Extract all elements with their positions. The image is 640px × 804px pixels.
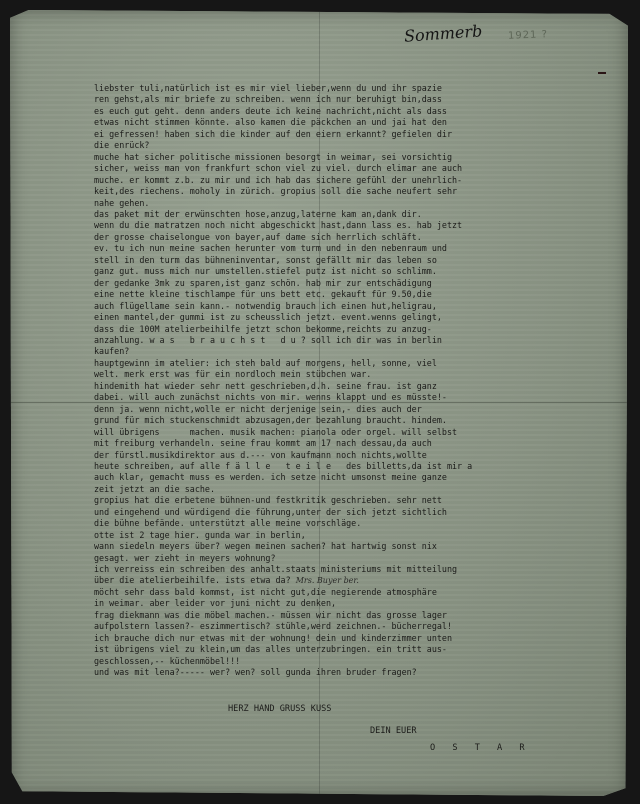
text-line: keit,des riechens. moholy in zürich. gropius soll die sache neufert sehr xyxy=(94,186,458,197)
text-line: nahe gehen. xyxy=(94,197,150,208)
closing-greeting: HERZ HAND GRUSS KUSS xyxy=(228,704,332,714)
text-line: ich brauche dich nur etwas mit der wohnung! dein und kinderzimmer unten xyxy=(94,632,452,643)
text-line: ist übrigens viel zu klein,um das alles unterzubringen. ein tritt aus- xyxy=(94,644,447,655)
text-line: muche. er kommt z.b. zu mir und ich hab das sichere gefühl der unehrlich- xyxy=(94,174,463,185)
text-line: sicher, weiss man von frankfurt schon viel zu viel. durch elimar ane auch xyxy=(94,163,463,174)
text-line: liebster tuli,natürlich ist es mir viel lieber,wenn du und ihr spazie xyxy=(94,83,442,93)
text-line: gesagt. wer zieht in meyers wohnung? xyxy=(94,552,276,563)
text-line: geschlossen,-- küchenmöbel!!! xyxy=(94,655,241,666)
closing-salutation: DEIN EUER xyxy=(370,726,417,736)
text-line: die enrück? xyxy=(94,140,150,151)
text-line: die bühne befände. unterstützt alle meine vorschläge. xyxy=(94,518,362,529)
text-line: dabei. will auch zunächst nichts von mir. wenns klappt und es müsste!- xyxy=(94,392,447,403)
text-line: grund für mich stuckenschmidt abzusagen,der bezahlung braucht. hindem. xyxy=(94,415,447,426)
handwritten-signature: Sommerb xyxy=(403,21,483,46)
letter-body xyxy=(94,83,584,679)
text-line: kaufen? xyxy=(94,346,130,357)
text-line: auch klar, gemacht muss es werden. ich setze nicht umsonst meine ganze xyxy=(94,472,447,483)
text-line: ich verreiss ein schreiben des anhalt.staats ministeriums mit mitteilung xyxy=(94,564,458,575)
text-line: heute schreiben, auf alle f ä l l e t e i l e des billetts,da ist mir a xyxy=(94,460,473,471)
text-line: frag diekmann was die möbel machen.- müssen wir nicht das grosse lager xyxy=(94,609,447,620)
text-line: mit freiburg verhandeln. seine frau kommt am 17 nach dessau,da auch xyxy=(94,438,432,449)
text-line: wann siedeln meyers über? wegen meinen sachen? hat hartwig sonst nix xyxy=(94,541,437,552)
text-line: dass die 100M atelierbeihilfe jetzt schon bekomme,reichts zu anzug- xyxy=(94,323,432,334)
text-line: gropius hat die erbetene bühnen-und festkritik geschrieben. sehr nett xyxy=(94,495,442,506)
text-line: ev. tu ich nun meine sachen herunter vom turm und in den nebenraum und xyxy=(94,243,447,254)
text-line: muche hat sicher politische missionen besorgt in weimar, sei vorsichtig xyxy=(94,151,452,162)
text-line: welt. merk erst was für ein nordloch mein stübchen war. xyxy=(94,369,372,380)
text-line: will übrigens machen. musik machen: pianola oder orgel. will selbst xyxy=(94,426,458,437)
text-line: hauptgewinn im atelier: ich steh bald auf morgens, hell, sonne, viel xyxy=(94,357,437,368)
text-line: anzahlung. w a s b r a u c h s t d u ? soll ich dir was in berlin xyxy=(94,334,442,345)
red-mark xyxy=(598,72,606,74)
text-line: ei gefressen! haben sich die kinder auf den eiern erkannt? gefielen dir xyxy=(94,128,452,139)
text-line: der fürstl.musikdirektor aus d.--- von kaufmann noch nichts,wollte xyxy=(94,449,427,460)
pencil-annotation: 1921 ? xyxy=(507,29,549,42)
text-line: ganz gut. muss mich nur umstellen.stiefel putz ist nicht so schlimm. xyxy=(94,266,437,277)
text-line: otte ist 2 tage hier. gunda war in berlin, xyxy=(94,529,306,540)
text-line: es euch gut geht. denn anders deute ich keine nachricht,nicht als dass xyxy=(94,105,447,116)
text-line: auch flügellame sein kann.- notwendig brauch ich einen hut,heligrau, xyxy=(94,300,437,311)
handwritten-insert: Mrs. Buyer ber. xyxy=(295,576,359,586)
text-line: einen mantel,der gummi ist zu scheusslich jetzt. event.wenns gelingt, xyxy=(94,312,442,323)
text-line: und was mit lena?----- wer? wen? soll gunda ihren bruder fragen? xyxy=(94,667,417,678)
text-line: ren gehst,als mir briefe zu schreiben. wenn ich nur beruhigt bin,dass xyxy=(94,94,442,105)
text-line: möcht sehr dass bald kommst, ist nicht gut,die negierende atmosphäre xyxy=(94,586,437,597)
text-line: stell in den turm das bühneninventar, sonst gefällt mir das leben so xyxy=(94,254,437,265)
text-line: der grosse chaiselongue von bayer,auf dame sich herrlich schläft. xyxy=(94,231,422,242)
text-line: aufpolstern lassen?- eszimmertisch? stühle,werd zeichnen.- bücherregal! xyxy=(94,621,452,632)
text-line: eine nette kleine tischlampe für uns bett etc. gekauft für 9.50,die xyxy=(94,289,432,300)
text-line: der gedanke 3mk zu sparen,ist ganz schön. hab mir zur entschädigung xyxy=(94,277,432,288)
text-line-part: über die atelierbeihilfe. ists etwa da? xyxy=(94,575,291,586)
text-line: denn ja. wenn nicht,wolle er nicht derjenige sein,- dies auch der xyxy=(94,403,422,414)
text-line: das paket mit der erwünschten hose,anzug,laterne kam an,dank dir. xyxy=(94,208,422,219)
text-line: etwas nicht stimmen könnte. also kamen die päckchen an und jai hat den xyxy=(94,117,447,128)
text-line: und eingehend und würdigend die führung,unter der sich jetzt sichtlich xyxy=(94,506,447,517)
text-line: wenn du die matratzen noch nicht abgeschickt hast,dann lass es. hab jetzt xyxy=(94,220,463,231)
text-line: zeit jetzt an die sache. xyxy=(94,483,216,494)
text-line xyxy=(94,575,584,586)
sender-name: O S T A R xyxy=(430,743,531,753)
text-line: hindemith hat wieder sehr nett geschrieben,d.h. seine frau. ist ganz xyxy=(94,380,437,391)
text-line: in weimar. aber leider vor juni nicht zu denken, xyxy=(94,598,337,609)
